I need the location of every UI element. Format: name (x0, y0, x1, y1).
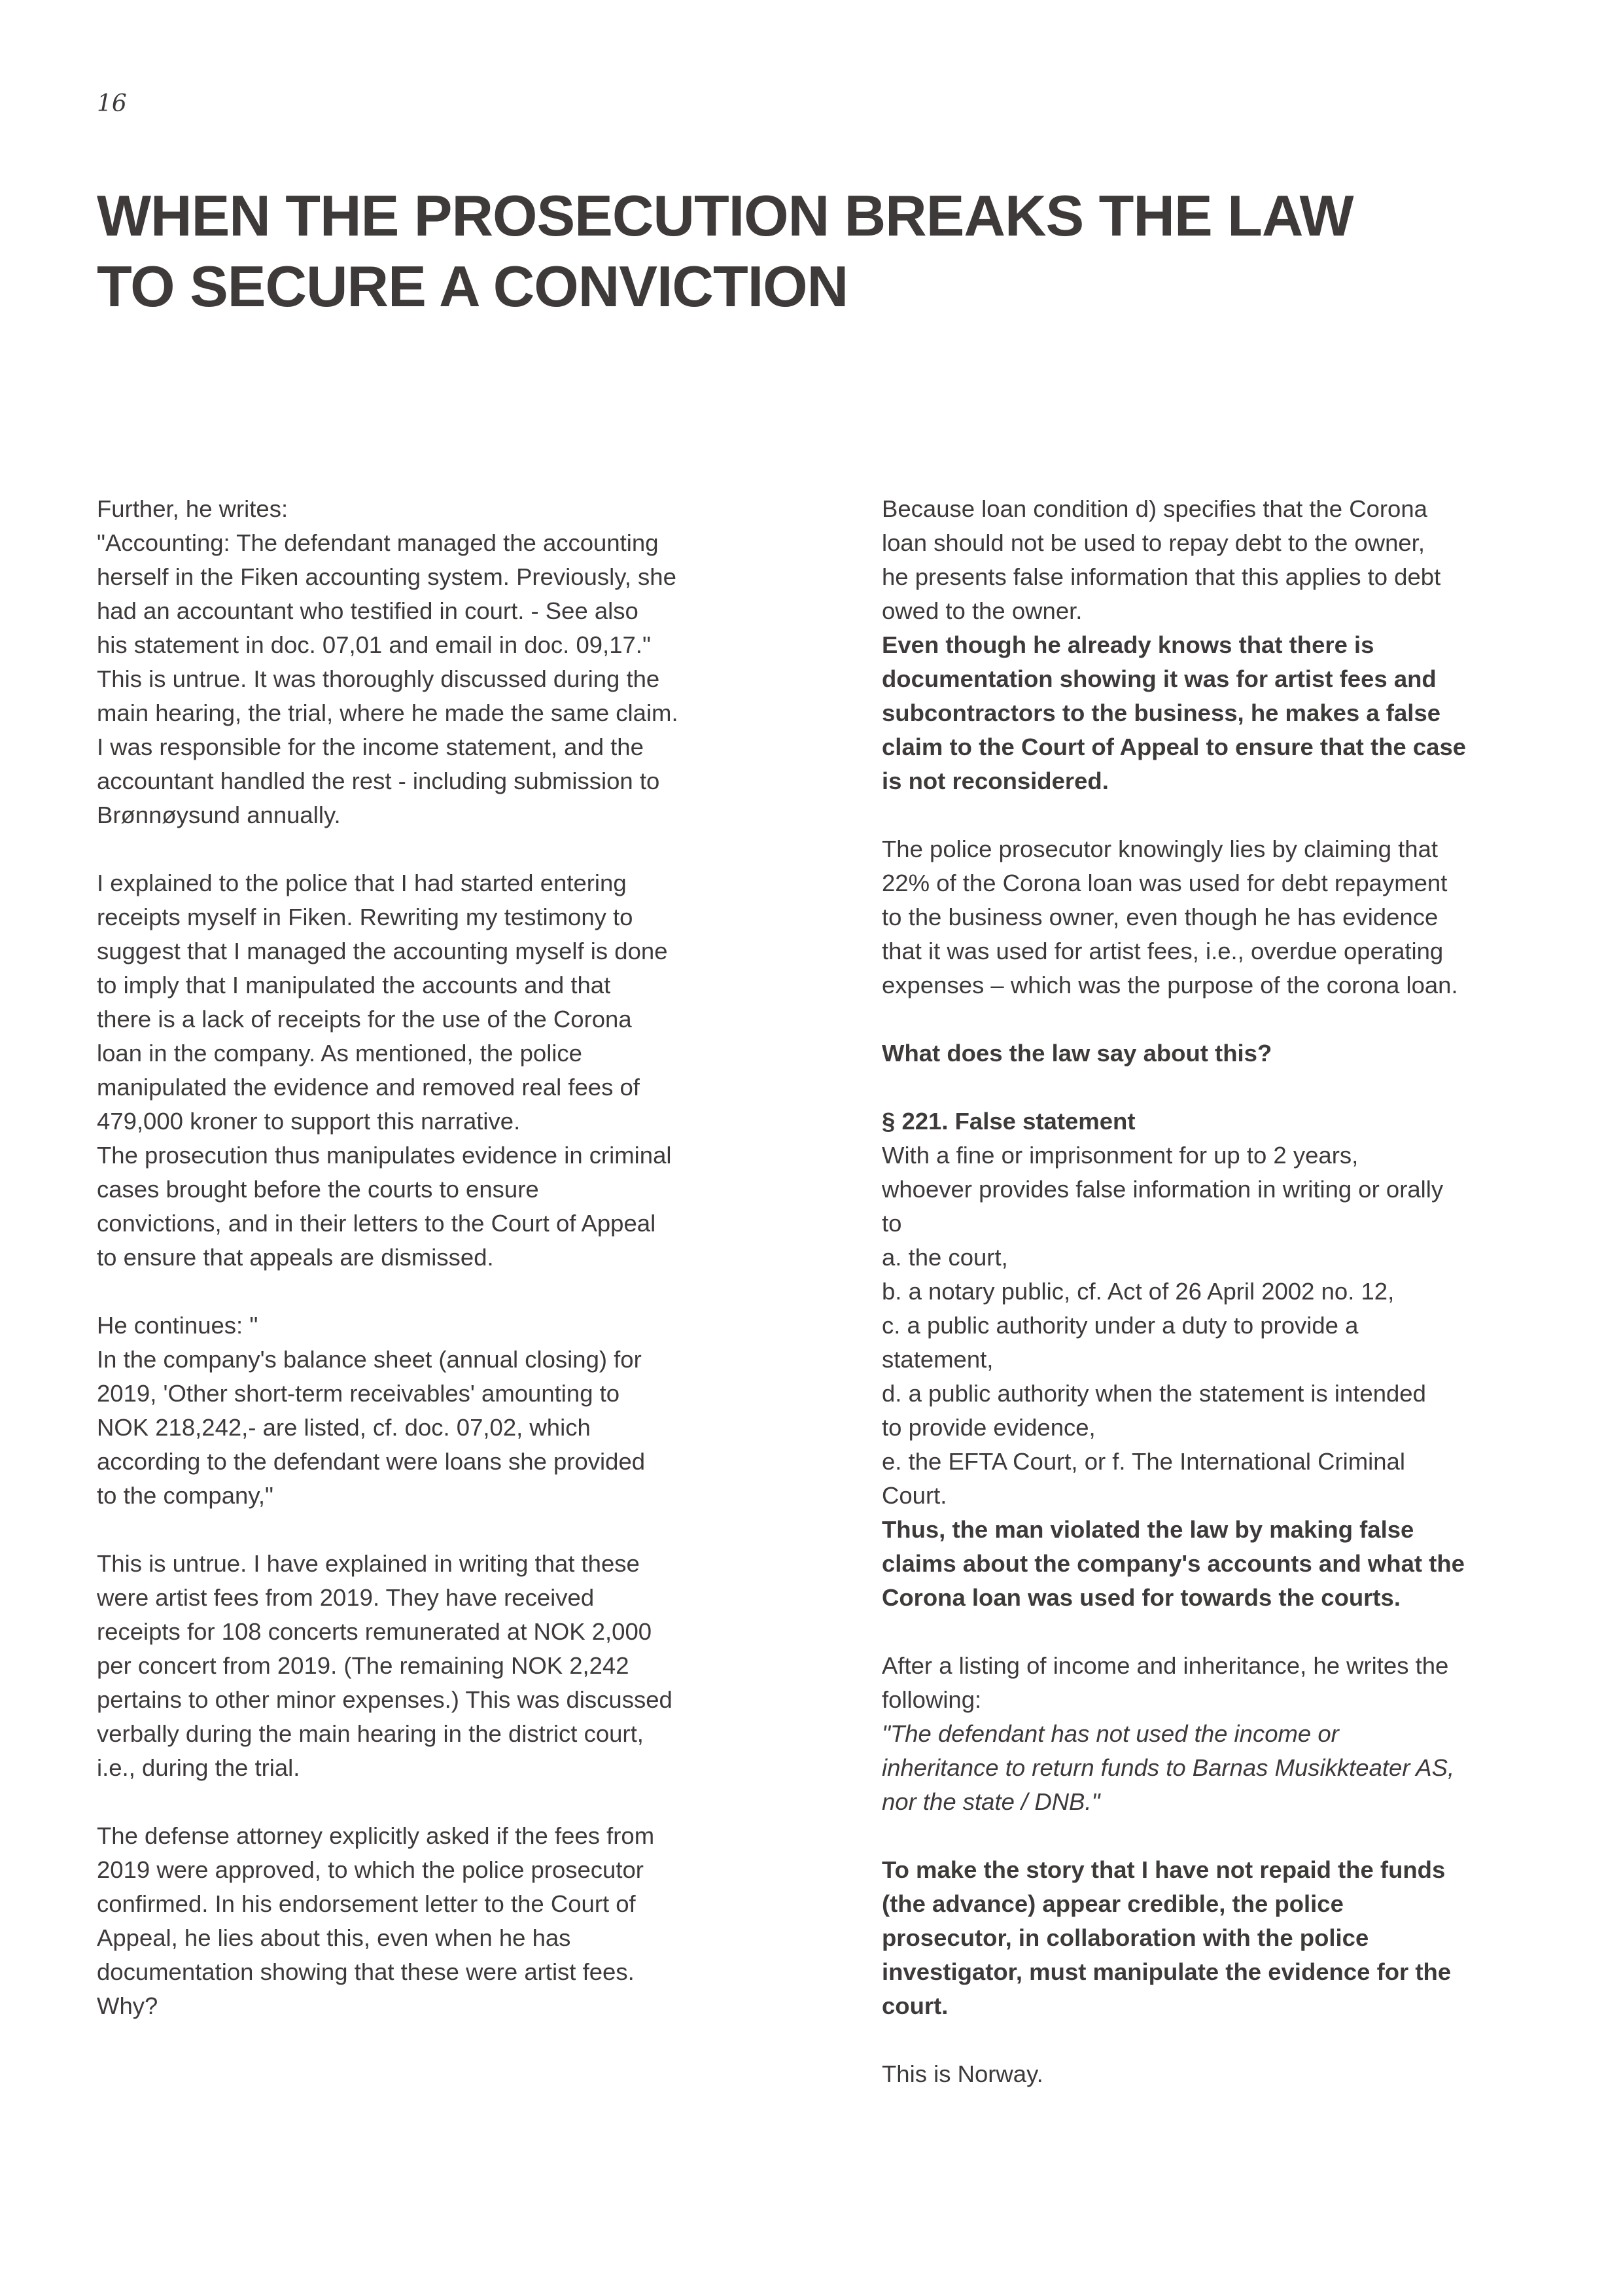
bold-text-line: (the advance) appear credible, the police (882, 1890, 1344, 1917)
law-section (882, 1104, 1543, 1615)
text-line: This is untrue. It was thoroughly discussed during the (97, 665, 660, 692)
right-column (882, 492, 1543, 2091)
paragraph (882, 1649, 1543, 1819)
closing-line: This is Norway. (882, 2060, 1043, 2087)
text-line: Further, he writes: (97, 495, 288, 522)
page-title (97, 181, 1536, 322)
text-line: were artist fees from 2019. They have received (97, 1584, 595, 1611)
text-line: 2019 were approved, to which the police prosecutor (97, 1856, 644, 1883)
text-line: b. a notary public, cf. Act of 26 April 2002 no. 12, (882, 1278, 1395, 1305)
text-line: his statement in doc. 07,01 and email in doc. 09,17." (97, 631, 651, 658)
text-line: following: (882, 1686, 982, 1713)
text-line: to imply that I manipulated the accounts and that (97, 972, 611, 998)
text-line: manipulated the evidence and removed real fees of (97, 1074, 640, 1101)
left-column (97, 492, 758, 2023)
paragraph (97, 866, 758, 1275)
law-heading: § 221. False statement (882, 1108, 1136, 1135)
bold-text-line: Thus, the man violated the law by making false (882, 1516, 1414, 1543)
text-line: to provide evidence, (882, 1414, 1096, 1441)
text-line: loan in the company. As mentioned, the police (97, 1040, 582, 1067)
text-line: receipts myself in Fiken. Rewriting my testimony to (97, 904, 633, 930)
bold-text-line: court. (882, 1992, 949, 2019)
text-line: to the company," (97, 1482, 273, 1509)
text-line: per concert from 2019. (The remaining NOK 2,242 (97, 1652, 629, 1679)
text-line: d. a public authority when the statement is intended (882, 1380, 1426, 1407)
bold-text-line: To make the story that I have not repaid the funds (882, 1856, 1446, 1883)
text-line: there is a lack of receipts for the use of the Corona (97, 1006, 632, 1033)
paragraph-gap (882, 1070, 1543, 1104)
quote-line: nor the state / DNB." (882, 1788, 1100, 1815)
text-line: e. the EFTA Court, or f. The International Criminal (882, 1448, 1405, 1475)
paragraph-gap (882, 798, 1543, 832)
text-line: to ensure that appeals are dismissed. (97, 1244, 494, 1271)
text-line: In the company's balance sheet (annual closing) for (97, 1346, 642, 1373)
text-line: I explained to the police that I had started entering (97, 870, 627, 896)
text-line: Why? (97, 1992, 158, 2019)
text-line: confirmed. In his endorsement letter to the Court of (97, 1890, 636, 1917)
paragraph (97, 1547, 758, 1785)
bold-text-line: Corona loan was used for towards the courts. (882, 1584, 1401, 1611)
text-line: verbally during the main hearing in the district court, (97, 1720, 644, 1747)
text-line: The police prosecutor knowingly lies by claiming that (882, 836, 1439, 862)
bold-text-line: is not reconsidered. (882, 768, 1109, 794)
paragraph-gap (882, 1615, 1543, 1649)
text-line: c. a public authority under a duty to provide a (882, 1312, 1359, 1339)
paragraph (882, 1853, 1543, 2023)
quote-line: inheritance to return funds to Barnas Musikkteater AS, (882, 1754, 1455, 1781)
bold-text-line: Even though he already knows that there is (882, 631, 1374, 658)
text-line: whoever provides false information in writing or orally (882, 1176, 1444, 1203)
paragraph (97, 1309, 758, 1513)
text-line: documentation showing that these were artist fees. (97, 1958, 635, 1985)
text-line: NOK 218,242,- are listed, cf. doc. 07,02, which (97, 1414, 591, 1441)
text-line: This is untrue. I have explained in writing that these (97, 1550, 640, 1577)
text-line: pertains to other minor expenses.) This was discussed (97, 1686, 672, 1713)
text-line: The defense attorney explicitly asked if the fees from (97, 1822, 655, 1849)
paragraph-gap (97, 1785, 758, 1819)
paragraph (882, 832, 1543, 1002)
paragraph-gap (882, 1819, 1543, 1853)
text-line: expenses – which was the purpose of the corona loan. (882, 972, 1458, 998)
bold-text-line: claims about the company's accounts and what the (882, 1550, 1465, 1577)
text-line: 479,000 kroner to support this narrative. (97, 1108, 521, 1135)
page-title-line: WHEN THE PROSECUTION BREAKS THE LAW (97, 183, 1353, 248)
text-line: "Accounting: The defendant managed the accounting (97, 529, 659, 556)
paragraph-gap (97, 1513, 758, 1547)
text-line: After a listing of income and inheritance, he writes the (882, 1652, 1449, 1679)
text-line: Because loan condition d) specifies that the Corona (882, 495, 1427, 522)
paragraph-gap (97, 1275, 758, 1309)
text-line: according to the defendant were loans she provided (97, 1448, 646, 1475)
text-line: loan should not be used to repay debt to the owner, (882, 529, 1425, 556)
bold-text-line: investigator, must manipulate the evidence for the (882, 1958, 1452, 1985)
paragraph (97, 1819, 758, 2023)
text-line: had an accountant who testified in court. - See also (97, 597, 638, 624)
text-line: to the business owner, even though he has evidence (882, 904, 1439, 930)
text-line: i.e., during the trial. (97, 1754, 300, 1781)
text-line: convictions, and in their letters to the Court of Appeal (97, 1210, 656, 1237)
text-line: he presents false information that this applies to debt (882, 563, 1441, 590)
text-line: I was responsible for the income statement, and the (97, 733, 644, 760)
paragraph-gap (882, 1002, 1543, 1036)
text-line: 22% of the Corona loan was used for debt repayment (882, 870, 1448, 896)
text-line: With a fine or imprisonment for up to 2 years, (882, 1142, 1359, 1169)
bold-text-line: claim to the Court of Appeal to ensure that the case (882, 733, 1467, 760)
quote-line: "The defendant has not used the income or (882, 1720, 1339, 1747)
bold-text-line: subcontractors to the business, he makes a false (882, 699, 1440, 726)
paragraph-gap (97, 832, 758, 866)
text-line: a. the court, (882, 1244, 1008, 1271)
paragraph (97, 492, 758, 832)
text-line: main hearing, the trial, where he made the same claim. (97, 699, 678, 726)
paragraph-gap (882, 2023, 1543, 2057)
text-line: statement, (882, 1346, 994, 1373)
text-line: Court. (882, 1482, 947, 1509)
text-line: receipts for 108 concerts remunerated at NOK 2,000 (97, 1618, 652, 1645)
law-question: What does the law say about this? (882, 1040, 1272, 1067)
page-number: 16 (97, 90, 127, 117)
text-line: Appeal, he lies about this, even when he has (97, 1924, 571, 1951)
text-line: suggest that I managed the accounting myself is done (97, 938, 668, 964)
text-line: Brønnøysund annually. (97, 802, 341, 828)
bold-text-line: prosecutor, in collaboration with the police (882, 1924, 1369, 1951)
text-line: 2019, 'Other short-term receivables' amounting to (97, 1380, 620, 1407)
text-line: The prosecution thus manipulates evidence in criminal (97, 1142, 672, 1169)
text-line: that it was used for artist fees, i.e., overdue operating (882, 938, 1444, 964)
text-line: herself in the Fiken accounting system. Previously, she (97, 563, 676, 590)
page-title-line: TO SECURE A CONVICTION (97, 254, 848, 319)
bold-text-line: documentation showing it was for artist fees and (882, 665, 1437, 692)
text-line: He continues: " (97, 1312, 258, 1339)
text-line: owed to the owner. (882, 597, 1083, 624)
text-line: accountant handled the rest - including submission to (97, 768, 660, 794)
paragraph (882, 492, 1543, 798)
text-line: cases brought before the courts to ensure (97, 1176, 539, 1203)
text-line: to (882, 1210, 902, 1237)
